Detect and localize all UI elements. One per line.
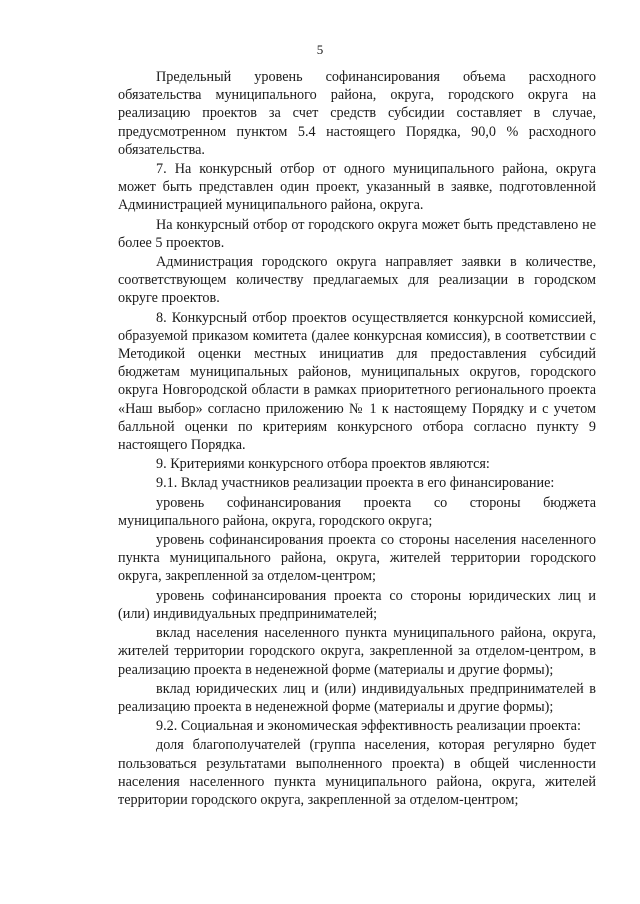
paragraph-city-administration: Администрация городского округа направляет заявки в количестве, соответствующем количеству предлагаемых для реализации в городском округе проектов.	[118, 254, 596, 307]
paragraph-item-9: 9. Критериями конкурсного отбора проектов являются:	[156, 456, 490, 473]
page-number: 5	[316, 42, 324, 57]
paragraph-legal-entities-cofinancing: уровень софинансирования проекта со стороны юридических лиц и (или) индивидуальных предпринимателей;	[118, 587, 596, 622]
paragraph-item-8: 8. Конкурсный отбор проектов осуществляется конкурсной комиссией, образуемой приказом комитета (далее конкурсная комиссия), в соответствии с Методикой оценки местных инициатив для предоставления субсидий бюджетам муниципальных районов, муниципальных округов, городского округа Новгородской области в рамках приоритетного регионального проекта «Наш выбор» согласно приложению № 1 к настоящему Порядку и с учетом балльной оценки по критериям конкурсного отбора согласно пункту 9 настоящего Порядка.	[118, 309, 596, 454]
paragraph-cofinancing-limit: Предельный уровень софинансирования объема расходного обязательства муниципального района, округа, городского округа на реализацию проектов за счет средств субсидии составляет в случае, предусмотренном пунктом 5.4 настоящего Порядка, 90,0 % расходного обязательства.	[118, 69, 596, 158]
paragraph-city-district-limit: На конкурсный отбор от городского округа может быть представлено не более 5 проектов.	[118, 216, 596, 251]
document-body	[118, 68, 596, 809]
paragraph-population-cofinancing: уровень софинансирования проекта со стороны населения населенного пункта муниципального района, округа, жителей территории городского округа, закрепленной за отделом-центром;	[118, 532, 596, 585]
paragraph-budget-cofinancing: уровень софинансирования проекта со стороны бюджета муниципального района, округа, городского округа;	[118, 494, 596, 529]
paragraph-population-nonmonetary: вклад населения населенного пункта муниципального района, округа, жителей территории городского округа, закрепленной за отделом-центром, в реализацию проекта в неденежной форме (материалы и другие формы);	[118, 625, 596, 678]
paragraph-legal-entities-nonmonetary: вклад юридических лиц и (или) индивидуальных предпринимателей в реализацию проекта в неденежной форме (материалы и другие формы);	[118, 680, 596, 715]
paragraph-item-9-2: 9.2. Социальная и экономическая эффективность реализации проекта:	[156, 718, 581, 735]
paragraph-item-7: 7. На конкурсный отбор от одного муниципального района, округа может быть представлен один проект, указанный в заявке, подготовленной Администрацией муниципального района, округа.	[118, 161, 596, 214]
paragraph-item-9-1: 9.1. Вклад участников реализации проекта в его финансирование:	[156, 475, 555, 492]
paragraph-beneficiaries-share: доля благополучателей (группа населения, которая регулярно будет пользоваться результатами выполненного проекта) в общей численности населения населенного пункта муниципального района, округа, жителей территории городского округа, закрепленной за отделом-центром;	[118, 737, 596, 808]
